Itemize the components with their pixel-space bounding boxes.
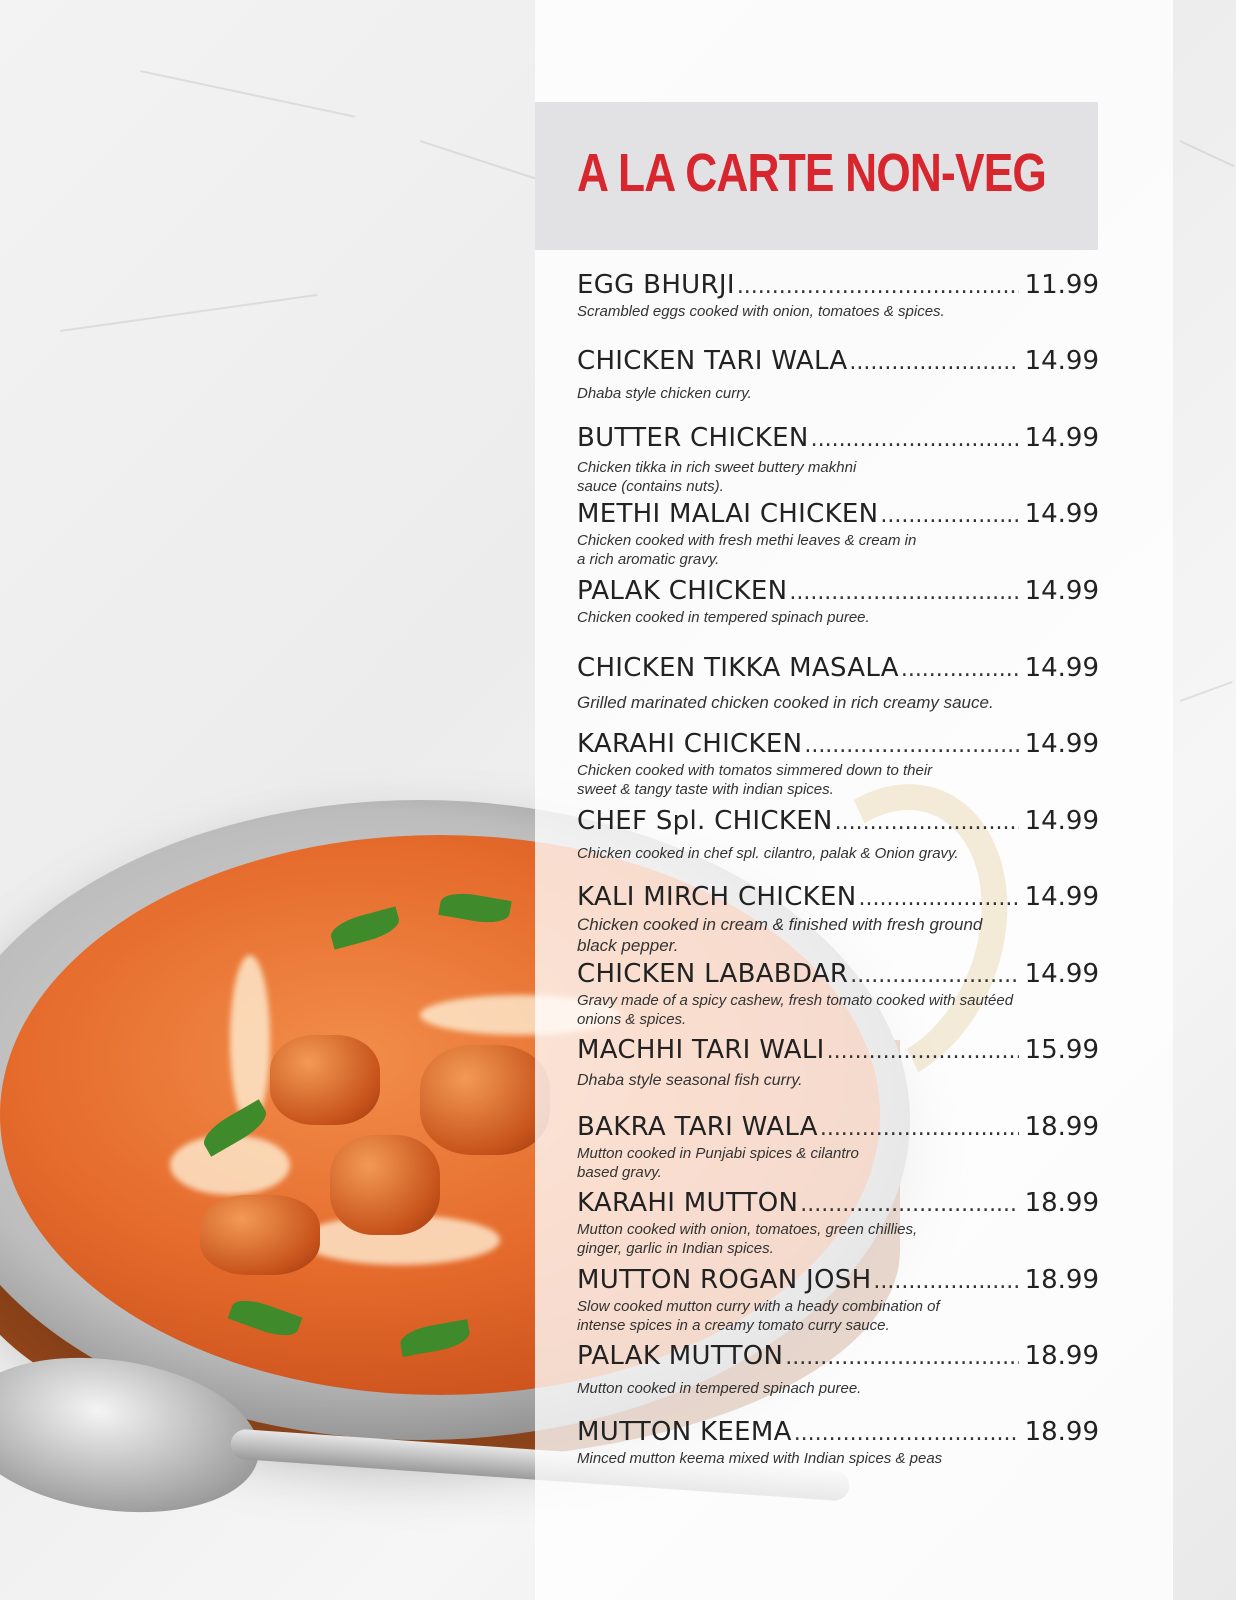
item-price: 14.99 [1024, 959, 1099, 989]
item-price: 18.99 [1024, 1341, 1099, 1371]
menu-item [577, 1265, 1099, 1335]
dot-leader [789, 580, 1018, 605]
dot-leader [785, 1345, 1018, 1370]
item-name: KARAHI MUTTON [577, 1188, 799, 1218]
chicken-piece [420, 1045, 550, 1155]
dot-leader [804, 733, 1018, 758]
menu-item [577, 1341, 1099, 1398]
item-price: 14.99 [1024, 806, 1099, 836]
item-description: Chicken tikka in rich sweet buttery makhni sauce (contains nuts). [577, 459, 857, 495]
chicken-piece [330, 1135, 440, 1235]
marble-texture [1180, 140, 1235, 167]
cream-swirl [230, 955, 270, 1125]
menu-item [577, 729, 1099, 799]
dot-leader [827, 1039, 1019, 1064]
item-price: 18.99 [1024, 1265, 1099, 1295]
dot-leader [880, 503, 1018, 528]
item-description: Chicken cooked in chef spl. cilantro, palak & Onion gravy. [577, 845, 959, 862]
item-price: 14.99 [1024, 882, 1099, 912]
dot-leader [849, 350, 1018, 375]
item-price: 14.99 [1024, 729, 1099, 759]
item-price: 18.99 [1024, 1112, 1099, 1142]
marble-texture [140, 70, 356, 118]
menu-item [577, 423, 1099, 496]
menu-item [577, 499, 1099, 569]
item-description: Dhaba style seasonal fish curry. [577, 1072, 803, 1089]
menu-item [577, 1112, 1099, 1182]
item-description: Chicken cooked with fresh methi leaves & cream in a rich aromatic gravy. [577, 532, 917, 568]
menu-item [577, 270, 1099, 321]
item-description: Scrambled eggs cooked with onion, tomatoes & spices. [577, 303, 945, 320]
item-price: 11.99 [1024, 270, 1099, 300]
page-title: A LA CARTE NON-VEG [577, 143, 1047, 203]
marble-texture [60, 294, 318, 332]
item-price: 14.99 [1024, 499, 1099, 529]
menu-item [577, 653, 1099, 712]
item-description: Chicken cooked with tomatos simmered down to their sweet & tangy taste with indian spices. [577, 762, 933, 798]
item-name: METHI MALAI CHICKEN [577, 499, 879, 529]
item-price: 14.99 [1024, 346, 1099, 376]
item-description: Mutton cooked in tempered spinach puree. [577, 1380, 862, 1397]
chicken-piece [200, 1195, 320, 1275]
item-name: BUTTER CHICKEN [577, 423, 809, 453]
dot-leader [850, 963, 1018, 988]
menu-item [577, 1417, 1099, 1468]
marble-texture [1180, 681, 1233, 702]
item-description: Dhaba style chicken curry. [577, 385, 752, 402]
item-name: CHICKEN LABABDAR [577, 959, 849, 989]
item-name: KALI MIRCH CHICKEN [577, 882, 857, 912]
menu-item [577, 1035, 1099, 1090]
menu-item [577, 1188, 1099, 1258]
item-price: 18.99 [1024, 1417, 1099, 1447]
item-name: PALAK MUTTON [577, 1341, 784, 1371]
item-name: MUTTON KEEMA [577, 1417, 792, 1447]
item-name: CHICKEN TARI WALA [577, 346, 848, 376]
dot-leader [901, 657, 1019, 682]
item-name: CHICKEN TIKKA MASALA [577, 653, 899, 683]
dot-leader [794, 1421, 1019, 1446]
item-description: Mutton cooked in Punjabi spices & cilantro based gravy. [577, 1145, 859, 1181]
item-name: BAKRA TARI WALA [577, 1112, 818, 1142]
item-price: 14.99 [1024, 423, 1099, 453]
item-description: Minced mutton keema mixed with Indian spices & peas [577, 1450, 943, 1467]
dot-leader [800, 1192, 1018, 1217]
item-name: CHEF Spl. CHICKEN [577, 806, 833, 836]
dot-leader [820, 1116, 1019, 1141]
menu-item [577, 806, 1099, 863]
item-name: MUTTON ROGAN JOSH [577, 1265, 872, 1295]
item-description: Gravy made of a spicy cashew, fresh tomato cooked with sautéed onions & spices. [577, 992, 1014, 1028]
chicken-piece [270, 1035, 380, 1125]
item-description: Slow cooked mutton curry with a heady combination of intense spices in a creamy tomato curry sauce. [577, 1298, 940, 1334]
item-name: KARAHI CHICKEN [577, 729, 803, 759]
dot-leader [859, 886, 1019, 911]
item-description: Chicken cooked in cream & finished with fresh ground black pepper. [577, 915, 983, 955]
item-description: Chicken cooked in tempered spinach puree. [577, 609, 870, 626]
item-price: 14.99 [1024, 653, 1099, 683]
dot-leader [737, 274, 1019, 299]
item-name: PALAK CHICKEN [577, 576, 788, 606]
menu-item [577, 576, 1099, 627]
cilantro-leaf-icon [228, 1294, 303, 1342]
item-description: Grilled marinated chicken cooked in rich creamy sauce. [577, 693, 994, 712]
menu-item [577, 346, 1099, 403]
cilantro-leaf-icon [398, 1319, 471, 1357]
cilantro-leaf-icon [438, 889, 511, 927]
menu-item [577, 882, 1099, 956]
item-price: 18.99 [1024, 1188, 1099, 1218]
item-name: EGG BHURJI [577, 270, 735, 300]
dot-leader [835, 810, 1019, 835]
menu-item [577, 959, 1099, 1029]
cilantro-leaf-icon [328, 906, 402, 949]
dot-leader [873, 1269, 1018, 1294]
item-price: 14.99 [1024, 576, 1099, 606]
item-name: MACHHI TARI WALI [577, 1035, 825, 1065]
dot-leader [811, 427, 1019, 452]
item-price: 15.99 [1024, 1035, 1099, 1065]
item-description: Mutton cooked with onion, tomatoes, green chillies, ginger, garlic in Indian spices. [577, 1221, 918, 1257]
